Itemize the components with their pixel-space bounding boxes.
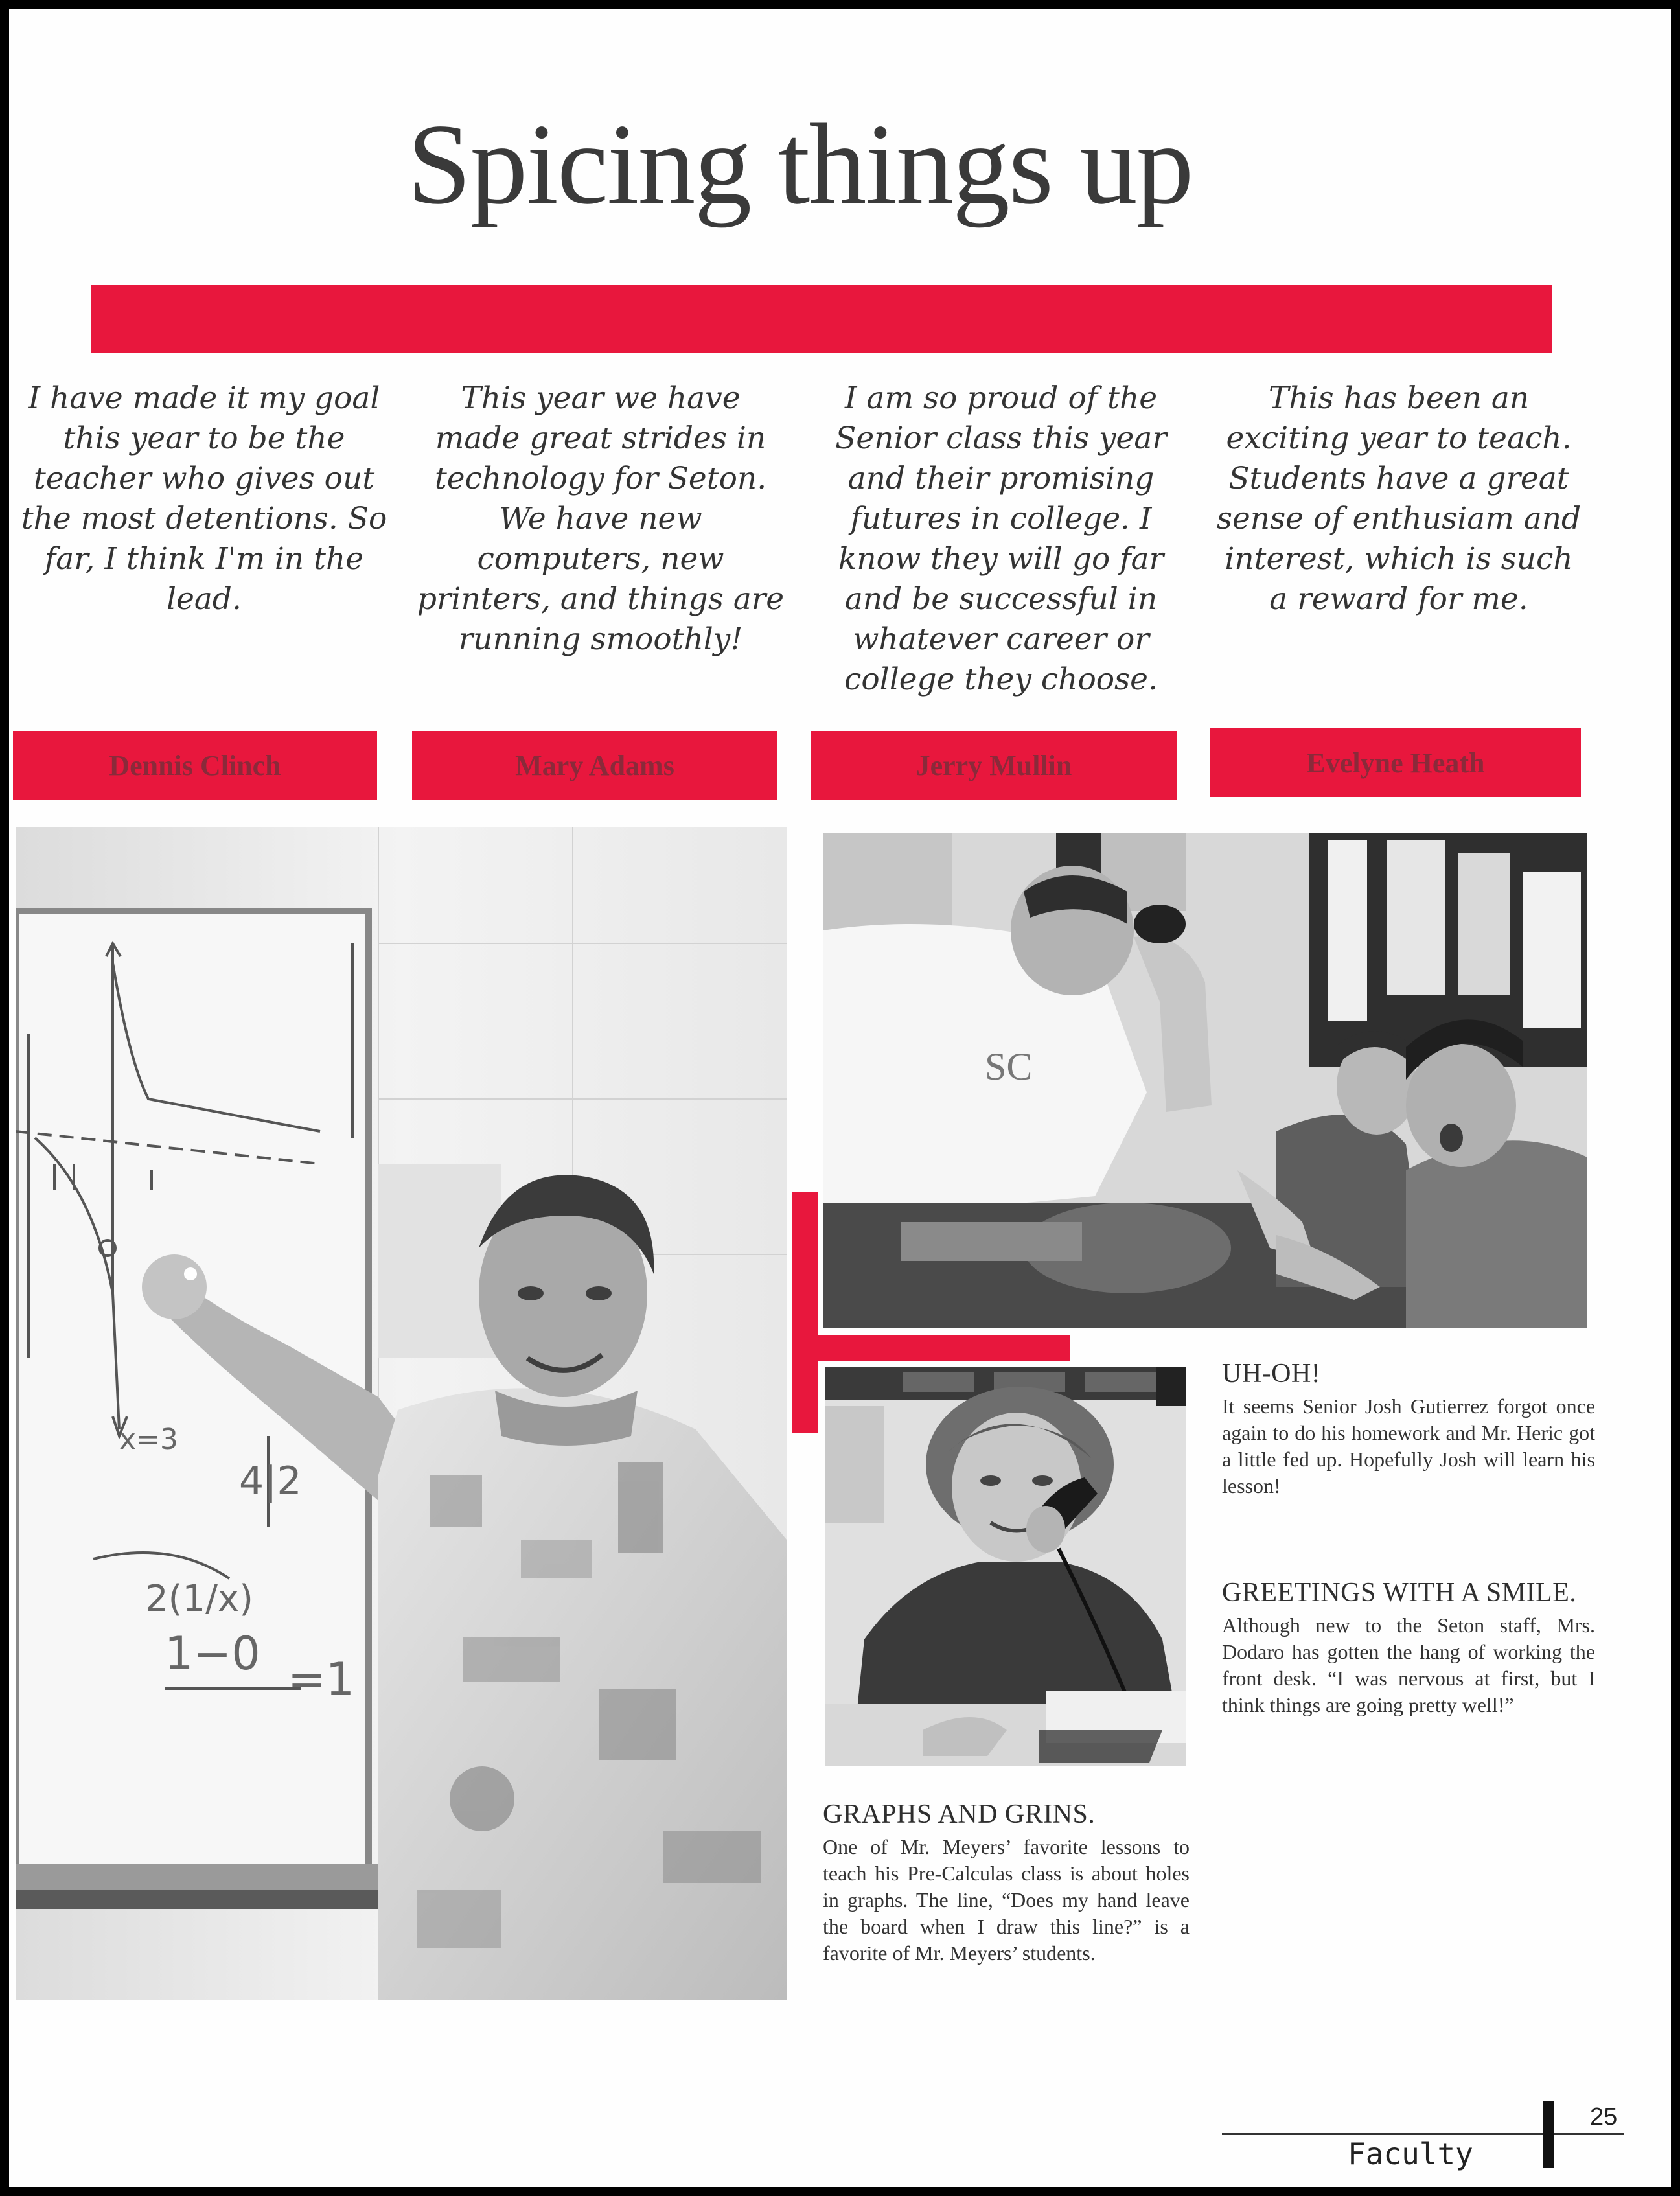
name-clinch: Dennis Clinch — [109, 749, 281, 781]
quote-heath: This has been an exciting year to teach. Students have a great sense of enthusiam and interest, which is such a reward for me. — [1216, 380, 1582, 617]
footer-bar — [1543, 2101, 1554, 2168]
quote-clinch: I have made it my goal this year to be the teacher who gives out the most detentions. So far, I think I'm in the lead. — [21, 380, 387, 617]
namebar-mullin — [811, 731, 1177, 800]
caption-graphs — [823, 1797, 1190, 1967]
quote-adams: This year we have made great strides in technology for Seton. We have new computers, new printers, and things are running smoothly! — [417, 380, 785, 657]
page-title: Spicing things up — [407, 100, 1193, 228]
caption-uhoh-body: It seems Senior Josh Gutierrez forgot once again to do his homework and Mr. Heric got a little fed up. Hopefully Josh will learn his lesson! — [1222, 1394, 1595, 1497]
name-adams: Mary Adams — [515, 749, 674, 781]
name-mullin: Jerry Mullin — [915, 749, 1072, 781]
quote-mullin: I am so proud of the Senior class this year and their promising futures in college. I know they will go far and be successful in whatever career or college they choose. — [835, 380, 1167, 697]
namebar-adams — [412, 731, 777, 800]
title-red-bar — [91, 285, 1552, 353]
caption-greetings — [1222, 1576, 1595, 1718]
caption-graphs-body: One of Mr. Meyers’ favorite lessons to teach his Pre-Calculas class is about holes in graphs. The line, “Does my hand leave the board when I draw this line?” is a favorite of Mr. Meyers’ students. — [823, 1835, 1190, 1965]
section-label: Faculty — [1348, 2136, 1473, 2171]
whiteboard-eq3: 2(1/x) — [145, 1578, 253, 1620]
page-number: 25 — [1590, 2103, 1618, 2131]
caption-greetings-body: Although new to the Seton staff, Mrs. Dodaro has gotten the hang of working the front desk. “I was nervous at first, but I think things are going pretty well!” — [1222, 1613, 1595, 1716]
shirt-logo: SC — [985, 1045, 1033, 1088]
red-accent-vertical — [792, 1192, 818, 1433]
namebar-heath — [1210, 728, 1581, 797]
caption-greetings-head: GREETINGS WITH A SMILE. — [1222, 1578, 1577, 1608]
red-accent-horizontal — [792, 1335, 1070, 1361]
whiteboard-eq1: x=3 — [119, 1423, 178, 1456]
photo-classroom-students — [823, 833, 1587, 1328]
whiteboard-eq4: 1−0 — [165, 1627, 260, 1680]
name-heath: Evelyne Heath — [1306, 746, 1485, 779]
namebar-clinch — [13, 731, 377, 800]
photo-front-desk-phone — [825, 1367, 1186, 1766]
footer-rule — [1222, 2133, 1624, 2135]
whiteboard-eq2: 4|2 — [239, 1459, 302, 1504]
whiteboard-eq5: =1 — [288, 1653, 355, 1706]
caption-uhoh-head: UH-OH! — [1222, 1359, 1321, 1389]
caption-uhoh — [1222, 1357, 1595, 1499]
caption-graphs-head: GRAPHS AND GRINS. — [823, 1799, 1096, 1829]
photo-whiteboard-teacher — [16, 827, 787, 2000]
